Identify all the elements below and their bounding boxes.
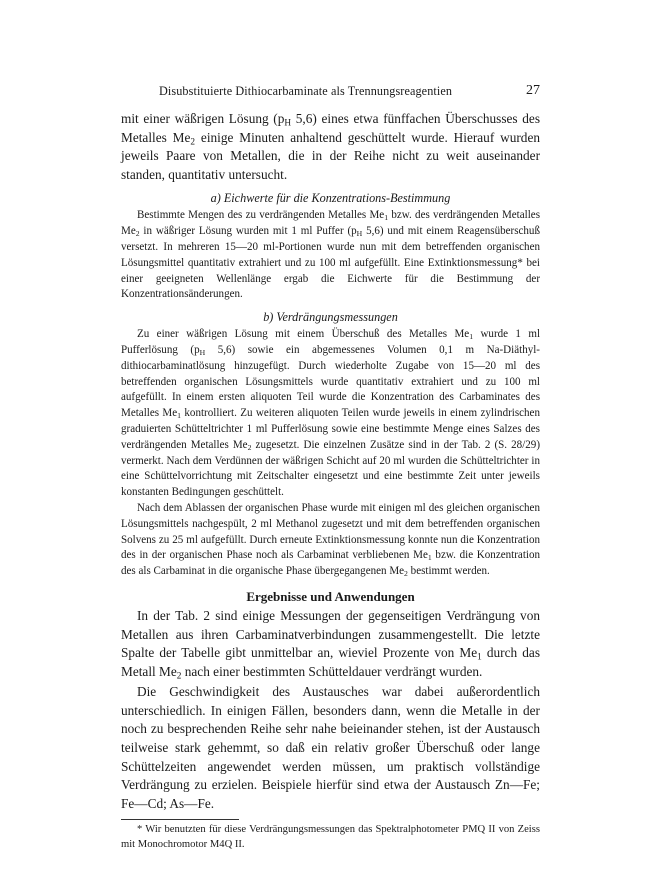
footnote-rule	[121, 819, 239, 820]
section-b-heading: b) Verdrängungsmessungen	[263, 310, 398, 325]
intro-paragraph: mit einer wäßrigen Lösung ($p_H$ 5,6) eines etwa fünffachen Überschusses des Metalles $Me_2$ einige Minuten anhaltend geschüttelt wurde. Hierauf wurden jeweils Paare von Metallen, die in der Reihe nicht zu weit auseinander standen, quantitativ untersucht.	[121, 111, 540, 182]
running-head	[121, 84, 540, 102]
section-b-paragraph-1: Zu einer wäßrigen Lösung mit einem Überschuß des Metalles $Me_1$ wurde 1 ml Pufferlösung ($p_H$ 5,6) sowie ein abgemessenes Volumen 0,1 m Na-Diäthyl-dithiocarbaminatlösung hinzugefügt. Durch wiederholte Zugabe von 15—20 ml des betreffenden organischen Lösungsmittels wurde quantitativ extrahiert und zu 100 ml aufgefüllt. In einem ersten aliquoten Teil wurde die Konzentration des Carbaminates des Metalles $Me_1$ kontrolliert. Zu weiteren aliquoten Teilen wurde jeweils in einem zylindrischen graduierten Schütteltrichter 1 ml Pufferlösung sowie eine bestimmte Menge eines Salzes des verdrängenden Metalles $Me_2$ zugesetzt. Die einzelnen Zusätze sind in der Tab. 2 (S. 28/29) vermerkt. Nach dem Verdünnen der wäßrigen Schicht auf 20 ml wurden die Schütteltrichter in eine Schüttelvorrichtung mit Zeitschalter eingesetzt und eine bestimmte Zeit unter jeweils konstanten Bedingungen geschüttelt.	[121, 328, 541, 499]
page-number: 27	[526, 83, 540, 98]
section-a-heading: a) Eichwerte für die Konzentrations-Bestimmung	[210, 191, 451, 206]
results-heading: Ergebnisse und Anwendungen	[246, 588, 415, 604]
page-body	[121, 110, 540, 852]
running-title: Disubstituierte Dithiocarbaminate als Trennungsreagentien	[159, 84, 453, 98]
results-paragraph-2: Die Geschwindigkeit des Austausches war dabei außerordentlich unterschiedlich. In einigen Fällen, besonders dann, wenn die Metalle in der noch zu besprechenden Reihe sehr nahe beieinander stehen, ist der Austausch teilweise stark gehemmt, so daß ein relativ großer Überschuß oder lange Schüttelzeiten angewendet werden müssen, um praktisch vollständige Verdrängung zu erzielen. Beispiele hierfür sind etwa der Austausch Zn—Fe; Fe—Cd; As—Fe.	[121, 684, 540, 811]
footnote: * Wir benutzten für diese Verdrängungsmessungen das Spektralphotometer PMQ II von Zeiss mit Monochromotor M4Q II.	[121, 824, 540, 850]
results-paragraph-1: In der Tab. 2 sind einige Messungen der gegenseitigen Verdrängung von Metallen aus ihren Carbaminatverbindungen zusammengestellt. Die letzte Spalte der Tabelle gibt unmittelbar an, wieviel Prozente von $Me_1$ durch das Metall $Me_2$ nach einer bestimmten Schütteldauer verdrängt wurden.	[121, 607, 540, 681]
section-b-paragraph-2: Nach dem Ablassen der organischen Phase wurde mit einigen ml des gleichen organischen Lösungsmittels nachgespült, 2 ml Methanol zugesetzt und mit dem betreffenden organischen Solvens zu 25 ml aufgefüllt. Durch erneute Extinktionsmessung konnte nun die Konzentration des in der organischen Phase noch als Carbaminat verbliebenen $Me_1$ bzw. die Konzentration des als Carbaminat in die organische Phase übergegangenen $Me_2$ bestimmt werden.	[121, 501, 540, 579]
section-a-paragraph: Bestimmte Mengen des zu verdrängenden Metalles $Me_1$ bzw. des verdrängenden Metalles $Me_2$ in wäßriger Lösung wurden mit 1 ml Puffer ($p_H$ 5,6) und mit einem Reagensüberschuß versetzt. In mehreren 15—20 ml-Portionen wurde nun mit dem betreffenden organischen Lösungsmittel quantitativ extrahiert und zu 100 ml aufgefüllt. Eine Extinktionsmessung* bei einer geeigneten Wellenlänge ergab die Eichwerte für die Bestimmung der Konzentrationsänderungen.	[121, 209, 540, 301]
